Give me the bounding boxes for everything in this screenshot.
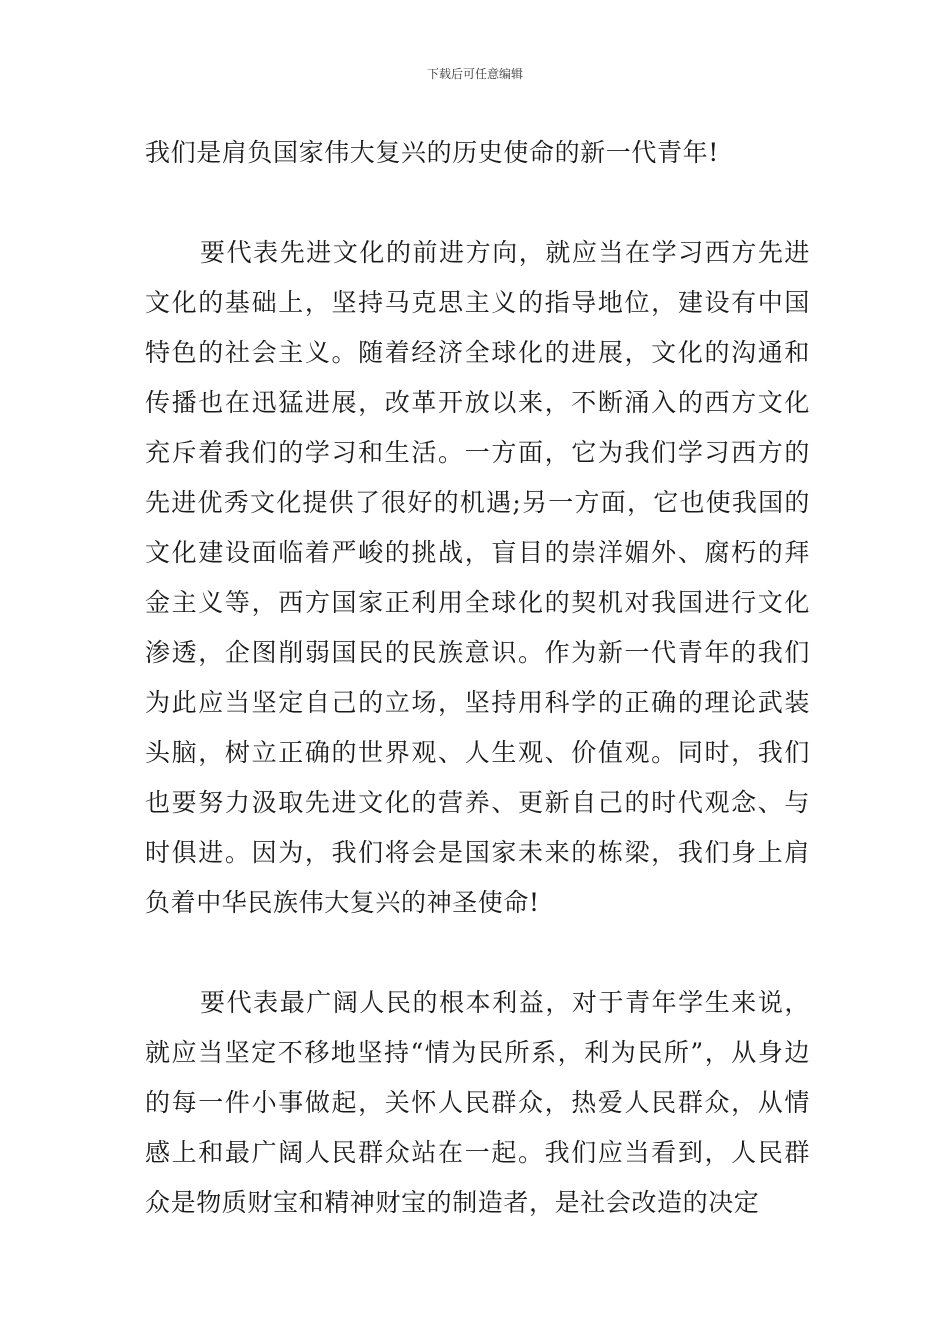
document-body (145, 128, 810, 1228)
paragraph-continuation: 我们是肩负国家伟大复兴的历史使命的新一代青年! (145, 138, 719, 167)
paragraph-advanced-culture: 要代表先进文化的前进方向，就应当在学习西方先进文化的基础上，坚持马克思主义的指导地位，建设有中国特色的社会主义。随着经济全球化的进展，文化的沟通和传播也在迅猛进展，改革开放以来，不断涌入的西方文化充斥着我们的学习和生活。一方面，它为我们学习西方的先进优秀文化提供了很好的机遇;另一方面，它也使我国的文化建设面临着严峻的挑战，盲目的崇洋媚外、腐朽的拜金主义等，西方国家正利用全球化的契机对我国进行文化渗透，企图削弱国民的民族意识。作为新一代青年的我们为此应当坚定自己的立场，坚持用科学的正确的理论武装头脑，树立正确的世界观、人生观、价值观。同时，我们也要努力汲取先进文化的营养、更新自己的时代观念、与时俱进。因为，我们将会是国家未来的栋梁，我们身上肩负着中华民族伟大复兴的神圣使命! (145, 238, 810, 917)
paragraph-people-interests: 要代表最广阔人民的根本利益，对于青年学生来说，就应当坚定不移地坚持“情为民所系，利为民所”，从身边的每一件小事做起，关怀人民群众，热爱人民群众，从情感上和最广阔人民群众站在一起。我们应当看到，人民群众是物质财宝和精神财宝的制造者，是社会改造的决定 (145, 988, 810, 1217)
paragraph-gap (145, 928, 810, 978)
paragraph-gap (145, 178, 810, 228)
download-note: 下载后可任意编辑 (426, 67, 523, 81)
